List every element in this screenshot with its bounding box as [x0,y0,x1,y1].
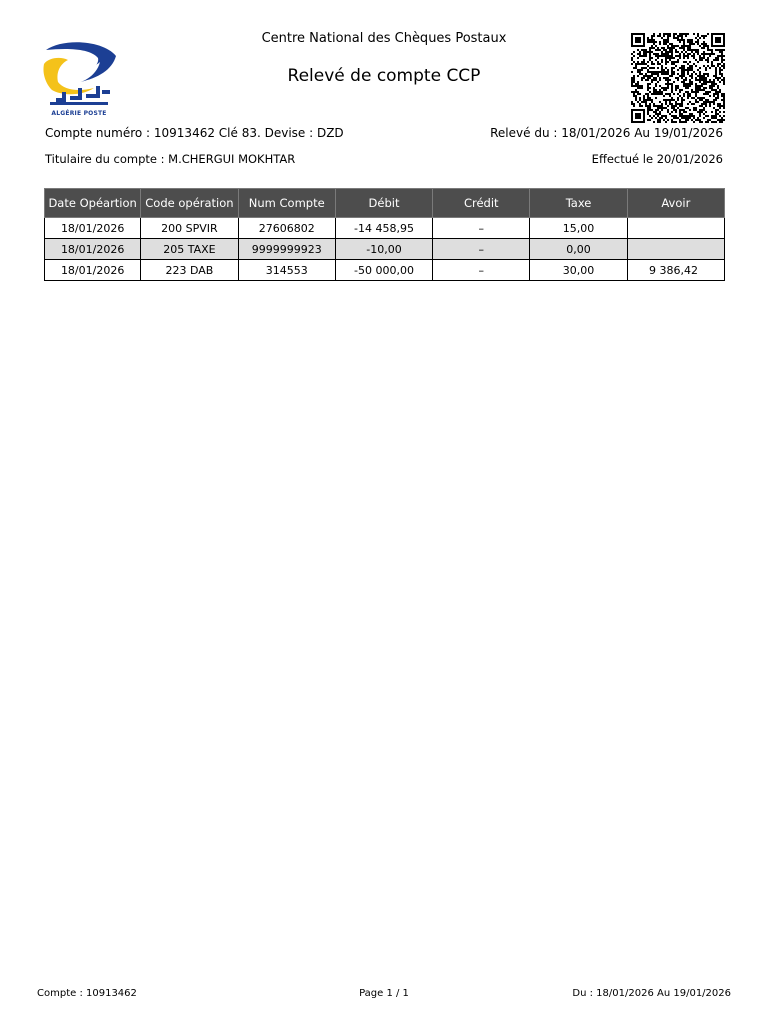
header-avoir: Avoir [627,189,724,218]
qr-code-icon [631,33,725,123]
cell-num-compte: 27606802 [238,218,335,239]
account-holder-line: Titulaire du compte : M.CHERGUI MOKHTAR [45,152,296,166]
logo-wordmark [38,110,120,117]
table-row [45,239,725,260]
logo-text-poste: POSTE [83,110,107,117]
cell-date: 18/01/2026 [45,218,141,239]
table-header-row [45,189,725,218]
header-taxe: Taxe [530,189,627,218]
header-debit: Débit [335,189,432,218]
cell-date: 18/01/2026 [45,260,141,281]
document-title: Relevé de compte CCP [287,66,481,86]
header-code: Code opération [141,189,238,218]
organization-name: Centre National des Chèques Postaux [261,31,507,46]
cell-code: 200 SPVIR [141,218,238,239]
cell-taxe: 30,00 [530,260,627,281]
logo-text-algerie: ALGÉRIE [51,110,84,117]
cell-taxe: 0,00 [530,239,627,260]
cell-code: 223 DAB [141,260,238,281]
cell-debit: -10,00 [335,239,432,260]
header-num-compte: Num Compte [238,189,335,218]
cell-credit: – [433,218,530,239]
account-number-line: Compte numéro : 10913462 Clé 83. Devise : DZD [45,126,344,140]
footer-account: Compte : 10913462 [37,988,137,999]
statement-period-line: Relevé du : 18/01/2026 Au 19/01/2026 [490,126,723,140]
cell-credit: – [433,239,530,260]
footer-period: Du : 18/01/2026 Au 19/01/2026 [572,988,731,999]
cell-debit: -14 458,95 [335,218,432,239]
cell-avoir: 9 386,42 [627,260,724,281]
table-row [45,260,725,281]
table-row [45,218,725,239]
header-date: Date Opéartion [45,189,141,218]
cell-avoir [627,239,724,260]
header-credit: Crédit [433,189,530,218]
cell-credit: – [433,260,530,281]
cell-date: 18/01/2026 [45,239,141,260]
cell-num-compte: 314553 [238,260,335,281]
footer-page-number: Page 1 / 1 [359,988,409,999]
operations-table [44,188,725,281]
cell-code: 205 TAXE [141,239,238,260]
cell-taxe: 15,00 [530,218,627,239]
cell-avoir [627,218,724,239]
cell-debit: -50 000,00 [335,260,432,281]
cell-num-compte: 9999999923 [238,239,335,260]
issued-date-line: Effectué le 20/01/2026 [591,152,723,166]
